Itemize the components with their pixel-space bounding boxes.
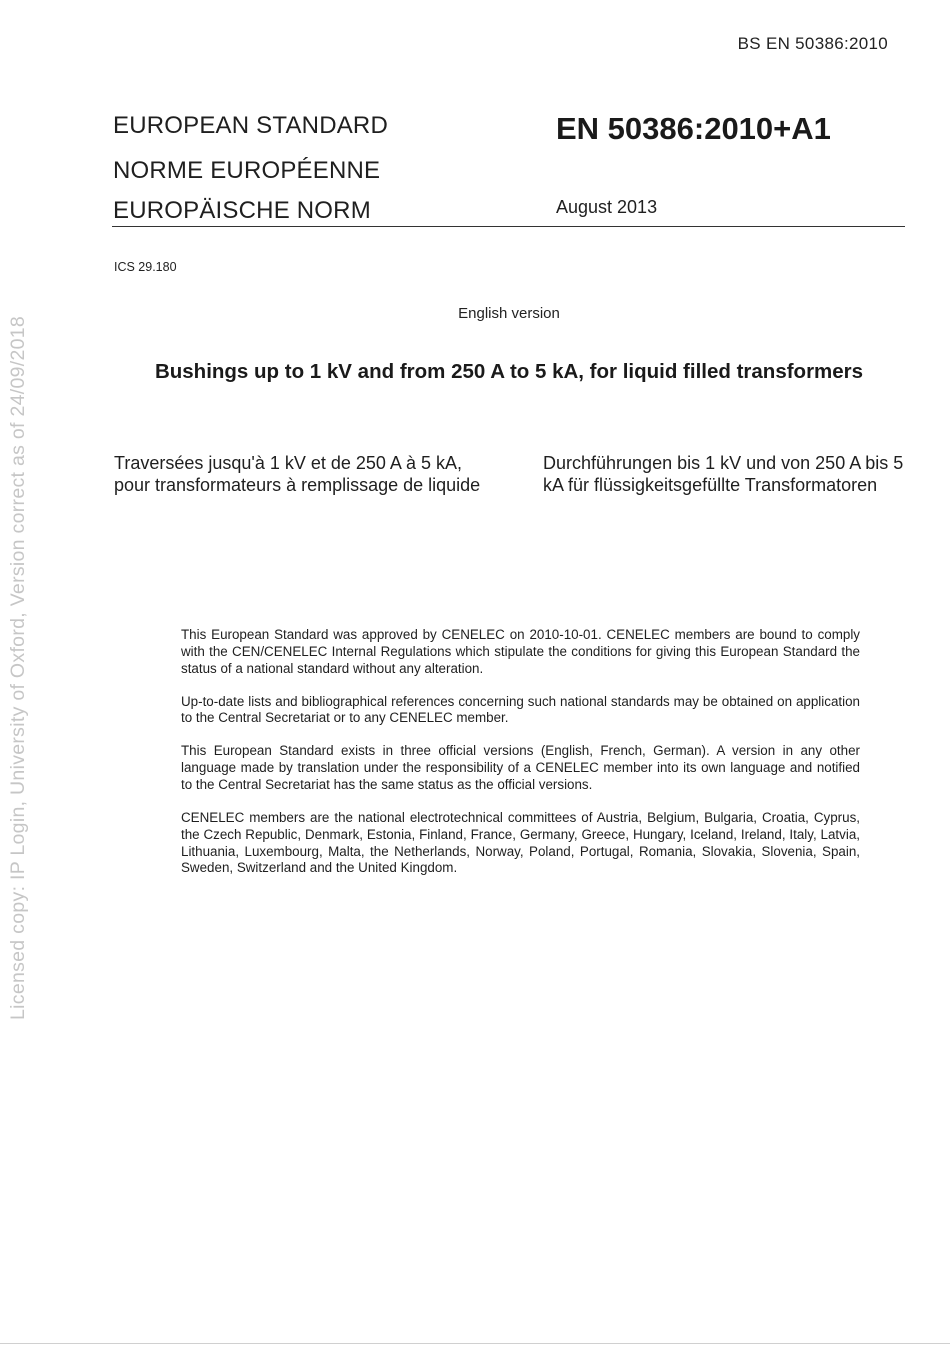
standard-title-french: NORME EUROPÉENNE <box>113 157 381 184</box>
standard-number: EN 50386:2010+A1 <box>556 111 831 146</box>
approval-statement <box>181 627 860 893</box>
document-reference: BS EN 50386:2010 <box>737 34 888 53</box>
header-divider <box>112 226 905 227</box>
french-title: Traversées jusqu'à 1 kV et de 250 A à 5 kA, pour transformateurs à remplissage de liquide <box>114 453 481 495</box>
page-bottom-edge <box>0 1343 950 1344</box>
paragraph: This European Standard exists in three official versions (English, French, German). A version in any other language made by translation under the responsibility of a CENELEC member into its own language and notified to the Central Secretariat has the same status as the official versions. <box>181 743 860 792</box>
publication-date: August 2013 <box>556 197 658 217</box>
document-title: Bushings up to 1 kV and from 250 A to 5 kA, for liquid filled transformers <box>154 360 864 383</box>
standard-title-english: EUROPEAN STANDARD <box>113 112 388 139</box>
paragraph: CENELEC members are the national electrotechnical committees of Austria, Belgium, Bulgaria, Croatia, Cyprus, the Czech Republic, Denmark, Estonia, Finland, France, Germany, Greece, Hungary, Iceland, Ireland, Italy, Latvia, Lithuania, Luxembourg, Malta, the Netherlands, Norway, Poland, Portugal, Romania, Slovakia, Slovenia, Spain, Sweden, Switzerland and the United Kingdom. <box>181 809 860 876</box>
paragraph: Up-to-date lists and bibliographical references concerning such national standards may be obtained on application to the Central Secretariat or to any CENELEC member. <box>181 693 860 726</box>
paragraph: This European Standard was approved by CENELEC on 2010-10-01. CENELEC members are bound to comply with the CEN/CENELEC Internal Regulations which stipulate the conditions for giving this European Standard the status of a national standard without any alteration. <box>181 627 860 676</box>
standard-title-german: EUROPÄISCHE NORM <box>113 197 371 224</box>
language-version: English version <box>458 305 560 322</box>
german-title: Durchführungen bis 1 kV und von 250 A bis 5 kA für flüssigkeitsgefüllte Transformatoren <box>543 453 904 495</box>
ics-code: ICS 29.180 <box>114 260 177 274</box>
license-watermark: Licensed copy: IP Login, University of Oxford, Version correct as of 24/09/2018 <box>7 315 29 1020</box>
